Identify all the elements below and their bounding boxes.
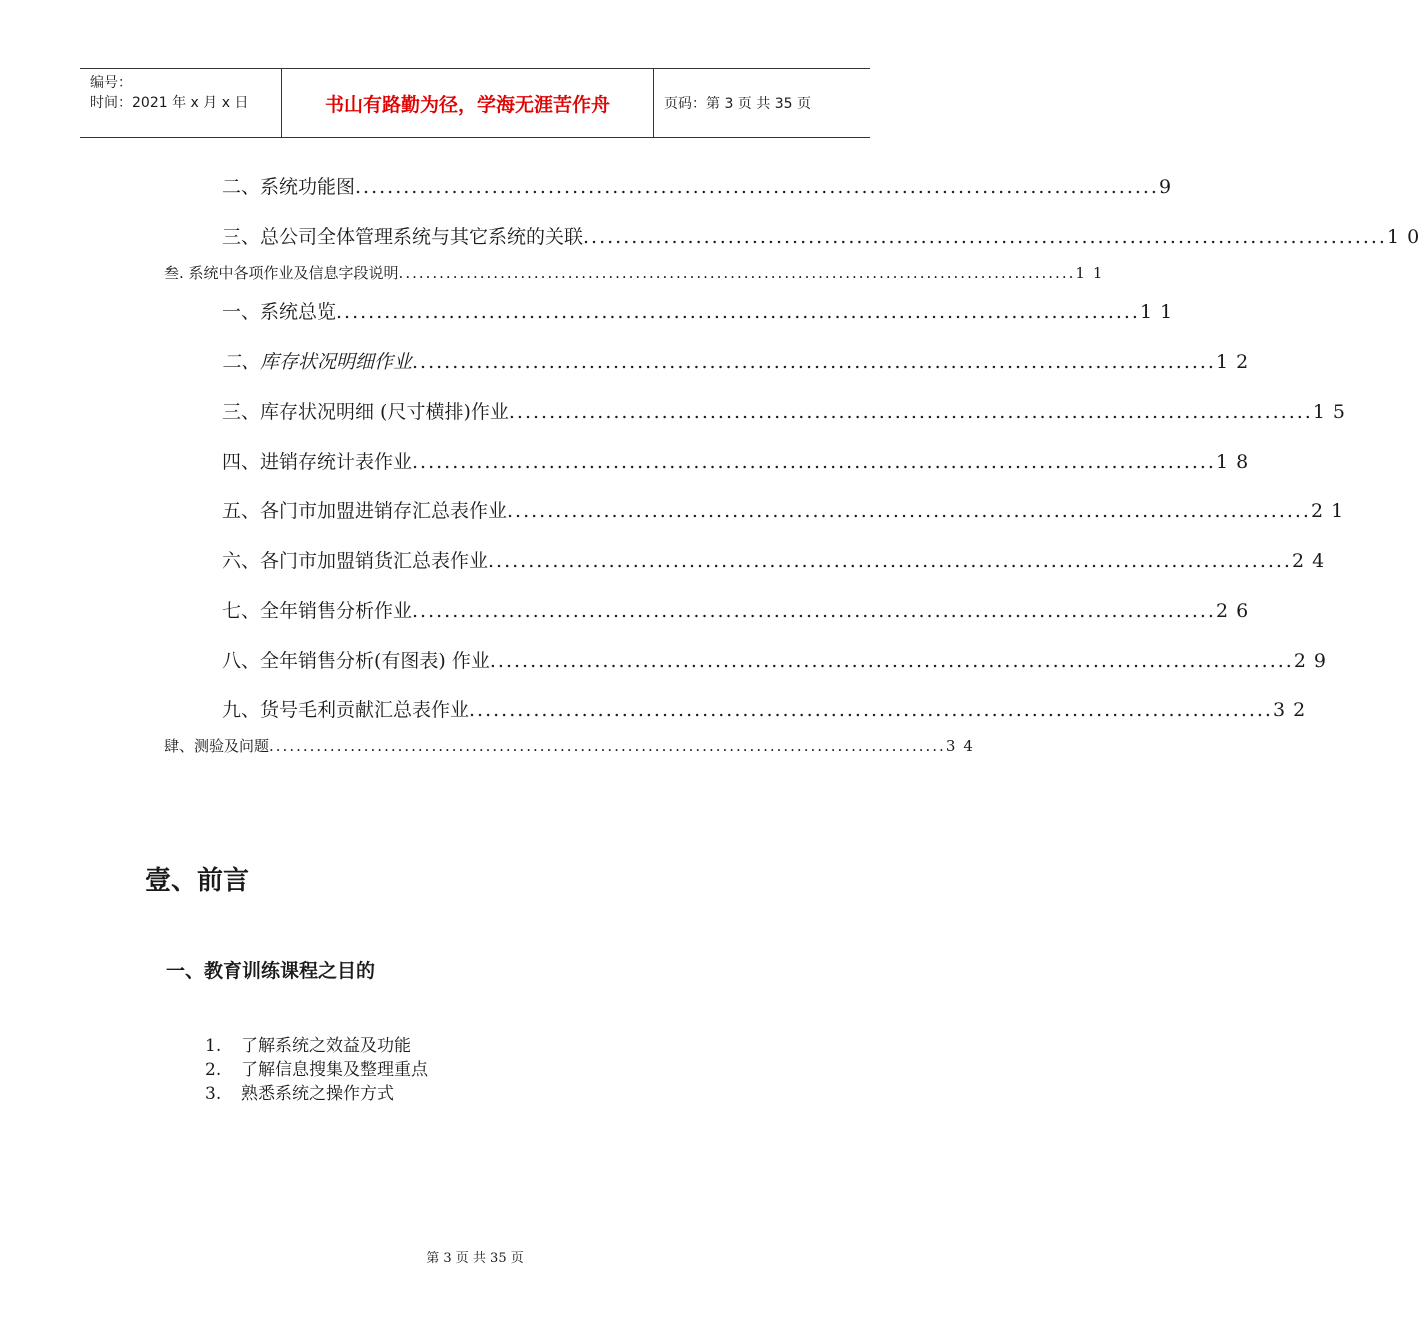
toc-title: 三、库存状况明细 (尺寸横排)作业 [222, 401, 509, 423]
list-item-number: 2. [205, 1060, 222, 1080]
section-subheading: 一、教育训练课程之目的 [166, 960, 376, 982]
toc-leader: .................................................................................................... [355, 176, 1159, 198]
toc-page: 32 [1272, 699, 1314, 721]
toc-leader: .................................................................................................... [489, 650, 1294, 672]
toc-title: 七、全年销售分析作业 [222, 600, 413, 622]
header-date-label: 时间：2021 年 x 月 x 日 [90, 95, 249, 111]
toc-page: 10 [1386, 226, 1427, 248]
toc-title: 一、系统总览 [222, 301, 337, 323]
toc-leader: .................................................................................................... [412, 451, 1216, 473]
toc-leader: .................................................................................................... [412, 351, 1216, 373]
toc-entry[interactable] [222, 695, 1314, 722]
toc-leader: .................................................................................................... [583, 226, 1387, 248]
toc-title: 四、进销存统计表作业 [222, 451, 413, 473]
toc-title: 叁. 系统中各项作业及信息字段说明 [164, 264, 399, 282]
toc-page: 29 [1293, 650, 1335, 672]
toc-entry[interactable] [222, 347, 1257, 374]
toc-entry[interactable] [222, 646, 1335, 673]
header-motto: 书山有路勤为径，学海无涯苦作舟 [282, 69, 654, 137]
list-item [205, 1034, 428, 1058]
toc-entry[interactable] [222, 172, 1180, 199]
toc-page: 18 [1215, 451, 1257, 473]
toc-leader: .................................................................................................... [469, 699, 1273, 721]
toc-leader: .................................................................................................... [398, 264, 1076, 282]
list-item-text: 了解系统之效益及功能 [241, 1036, 411, 1056]
toc-leader: .................................................................................................... [508, 401, 1313, 423]
toc-leader: .................................................................................................... [507, 500, 1311, 522]
toc-page: 11 [1139, 301, 1181, 323]
toc-entry[interactable] [164, 262, 1111, 283]
toc-title: 肆、测验及问题 [164, 737, 270, 755]
list-item [205, 1058, 428, 1082]
toc-entry[interactable] [222, 222, 1427, 249]
toc-title: 五、各门市加盟进销存汇总表作业 [222, 500, 508, 522]
objective-list [205, 1034, 428, 1106]
toc-title: 九、货号毛利贡献汇总表作业 [222, 699, 470, 721]
list-item-number: 1. [205, 1036, 222, 1056]
toc-title: 三、总公司全体管理系统与其它系统的关联 [222, 226, 584, 248]
list-item-text: 了解信息搜集及整理重点 [241, 1060, 428, 1080]
toc-entry[interactable] [222, 596, 1257, 623]
page-header [80, 68, 870, 138]
toc-page: 26 [1215, 600, 1257, 622]
toc-title: 二、系统功能图 [222, 176, 356, 198]
section-heading: 壹、前言 [145, 866, 250, 896]
toc-entry[interactable] [222, 447, 1257, 474]
toc-page: 15 [1312, 401, 1354, 423]
toc-page: 9 [1158, 176, 1180, 198]
toc-page: 11 [1075, 264, 1111, 282]
header-number-label: 编号： [90, 75, 132, 91]
toc-title: 六、各门市加盟销货汇总表作业 [222, 550, 489, 572]
toc-entry[interactable] [222, 397, 1354, 424]
list-item-text: 熟悉系统之操作方式 [241, 1084, 394, 1104]
toc-page: 34 [945, 737, 981, 755]
toc-leader: .................................................................................................... [269, 737, 946, 755]
toc-page: 21 [1310, 500, 1352, 522]
toc-entry[interactable] [222, 496, 1352, 523]
toc-entry[interactable] [222, 546, 1333, 573]
toc-title: 八、全年销售分析(有图表) 作业 [222, 650, 490, 672]
toc-leader: .................................................................................................... [412, 600, 1216, 622]
toc-title: 二、库存状况明细作业 [222, 351, 413, 373]
header-meta [80, 69, 282, 137]
list-item-number: 3. [205, 1084, 222, 1104]
header-page-label: 页码：第 3 页 共 35 页 [664, 96, 811, 112]
toc-entry[interactable] [164, 735, 981, 756]
list-item [205, 1082, 428, 1106]
toc-leader: .................................................................................................... [488, 550, 1292, 572]
toc-entry[interactable] [222, 297, 1181, 324]
page-footer: 第 3 页 共 35 页 [426, 1251, 524, 1266]
toc-page: 12 [1215, 351, 1257, 373]
toc-page: 24 [1291, 550, 1333, 572]
toc-leader: .................................................................................................... [336, 301, 1140, 323]
